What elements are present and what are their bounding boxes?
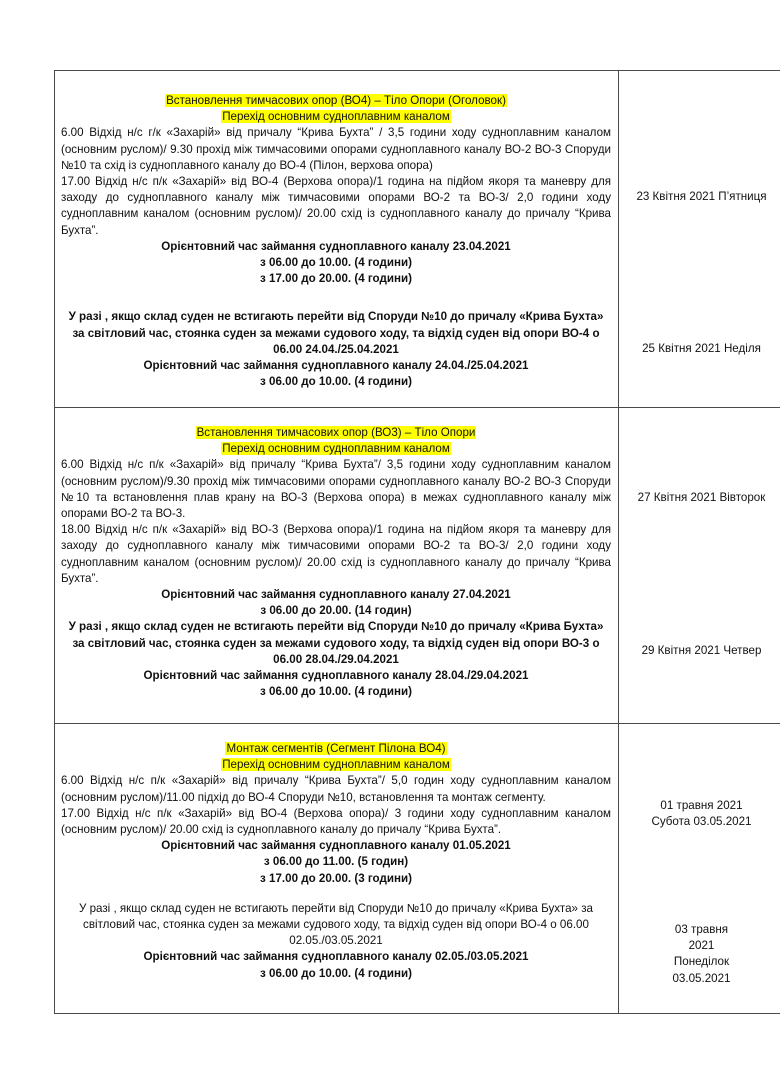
date-secondary: 29 Квітня 2021 Четвер (641, 644, 762, 657)
contingency-occupation-line: Орієнтовний час займання судноплавного каналу 28.04./29.04.2021 (143, 669, 529, 683)
row-title-block (61, 425, 611, 457)
occupation-line: з 06.00 до 10.00. (4 години) (260, 256, 412, 270)
date-secondary: 25 Квітня 2021 Неділя (642, 342, 761, 355)
row-subtitle: Перехід основним судноплавним каналом (222, 110, 450, 124)
description-cell (55, 408, 619, 724)
occupation-line: з 06.00 до 20.00. (14 годин) (260, 604, 412, 618)
occupation-line: Орієнтовний час займання судноплавного каналу 23.04.2021 (161, 239, 511, 253)
contingency-occupation-line: з 06.00 до 10.00. (4 години) (260, 375, 412, 389)
dates-cell (619, 71, 780, 408)
schedule-paragraph: 17.00 Відхід н/с п/к «Захарій» від ВО-4 (Верхова опора)/1 година на підйом якоря та маневру для заходу до судноплавного каналу між тимчасовими опорами ВО-2 та ВО-3/ 2,0 години ходу судноплавним каналом (основним руслом)/ 20.00 схід із судноплавного каналу до причалу “Крива Бухта”. (61, 175, 611, 237)
occupation-line: з 17.00 до 20.00. (4 години) (260, 272, 412, 286)
occupation-line: Орієнтовний час займання судноплавного каналу 27.04.2021 (161, 588, 511, 602)
contingency-text: У разі , якщо склад суден не встигають перейти від Споруди №10 до причалу «Крива Бухта» за світловий час, стоянка суден за межами судового ходу, та відхід суден від опори ВО-4 о 06.00 02.05./03.05.2021 (79, 901, 593, 948)
description-cell (55, 71, 619, 408)
date-secondary: 03 травня 2021 Понеділок 03.05.2021 (672, 923, 731, 985)
schedule-paragraph: 18.00 Відхід н/с п/к «Захарій» від ВО-3 (Верхова опора)/1 година на підйом якоря та маневру для заходу до судноплавного каналу між тимчасовими опорами ВО-2 та ВО-3/ 2,0 години ходу судноплавним каналом (основним руслом)/ 20.00 схід із судноплавного каналу до причалу “Крива Бухта”. (61, 523, 611, 585)
dates-cell (619, 724, 780, 1014)
contingency-text: У разі , якщо склад суден не встигають перейти від Споруди №10 до причалу «Крива Бухта» за світловий час, стоянка суден за межами судового ходу, та відхід суден від опори ВО-4 о 06.00 24.04./25.04.2021 (68, 310, 604, 356)
description-cell (55, 724, 619, 1014)
row-title-block (61, 93, 611, 125)
contingency-occupation-line: з 06.00 до 10.00. (4 години) (260, 966, 412, 980)
table-row (55, 408, 780, 724)
date-primary: 27 Квітня 2021 Вівторок (637, 491, 766, 504)
row-title: Встановлення тимчасових опор (ВО3) – Тіло Опори (196, 426, 476, 439)
contingency-occupation-line: Орієнтовний час займання судноплавного каналу 02.05./03.05.2021 (143, 950, 529, 964)
dates-cell (619, 408, 780, 724)
occupation-line: з 06.00 до 11.00. (5 годин) (263, 855, 409, 869)
contingency-text: У разі , якщо склад суден не встигають перейти від Споруди №10 до причалу «Крива Бухта» за світловий час, стоянка суден за межами судового ходу, та відхід суден від опори ВО-3 о 06.00 28.04./29.04.2021 (68, 620, 604, 666)
table-row (55, 71, 780, 408)
schedule-paragraph: 6.00 Відхід н/с п/к «Захарій» від причалу “Крива Бухта”/ 3,5 години ходу судноплавним каналом (основним руслом)/9.30 прохід між тимчасовими опорами судноплавного каналу ВО-2 ВО-3 Споруди №10 та встановлення плав крану на ВО-3 (Верхова опора) в межах судноплавного каналу між опорами ВО-2 та ВО-3. (61, 458, 611, 521)
schedule-paragraph: 6.00 Відхід н/с п/к «Захарій» від причалу “Крива Бухта”/ 5,0 годин ходу судноплавним каналом (основним руслом)/11.00 підхід до ВО-4 Споруди №10, встановлення та монтаж сегменту. (61, 774, 611, 804)
date-primary: 23 Квітня 2021 П’ятниця (636, 190, 767, 203)
schedule-paragraph: 6.00 Відхід н/с г/к «Захарій» від причалу “Крива Бухта” / 3,5 години ходу судноплавним каналом (основним руслом)/ 9.30 прохід між тимчасовими опорами судноплавного каналу ВО-2 ВО-3 Споруди №10 та схід із судноплавного каналу до ВО-4 (Пілон, верхова опора) (61, 126, 611, 172)
table-row (55, 724, 780, 1014)
row-title-block (61, 741, 611, 773)
schedule-paragraph: 17.00 Відхід н/с п/к «Захарій» від ВО-4 (Верхова опора)/ 3 години ходу судноплавним каналом (основним руслом)/ 20.00 схід із судноплавного каналу до причалу “Крива Бухта”. (61, 806, 611, 837)
row-subtitle: Перехід основним судноплавним каналом (222, 442, 450, 456)
contingency-occupation-line: Орієнтовний час займання судноплавного каналу 24.04./25.04.2021 (143, 359, 529, 373)
row-subtitle: Перехід основним судноплавним каналом (222, 758, 450, 772)
contingency-occupation-line: з 06.00 до 10.00. (4 години) (260, 685, 412, 699)
schedule-table (54, 70, 780, 1014)
row-title: Встановлення тимчасових опор (ВО4) – Тіло Опори (Оголовок) (166, 94, 506, 107)
date-primary: 01 травня 2021 Субота 03.05.2021 (651, 799, 752, 829)
row-title: Монтаж сегментів (Сегмент Пілона ВО4) (226, 742, 446, 755)
occupation-line: Орієнтовний час займання судноплавного каналу 01.05.2021 (161, 839, 511, 853)
occupation-line: з 17.00 до 20.00. (3 години) (260, 871, 412, 885)
